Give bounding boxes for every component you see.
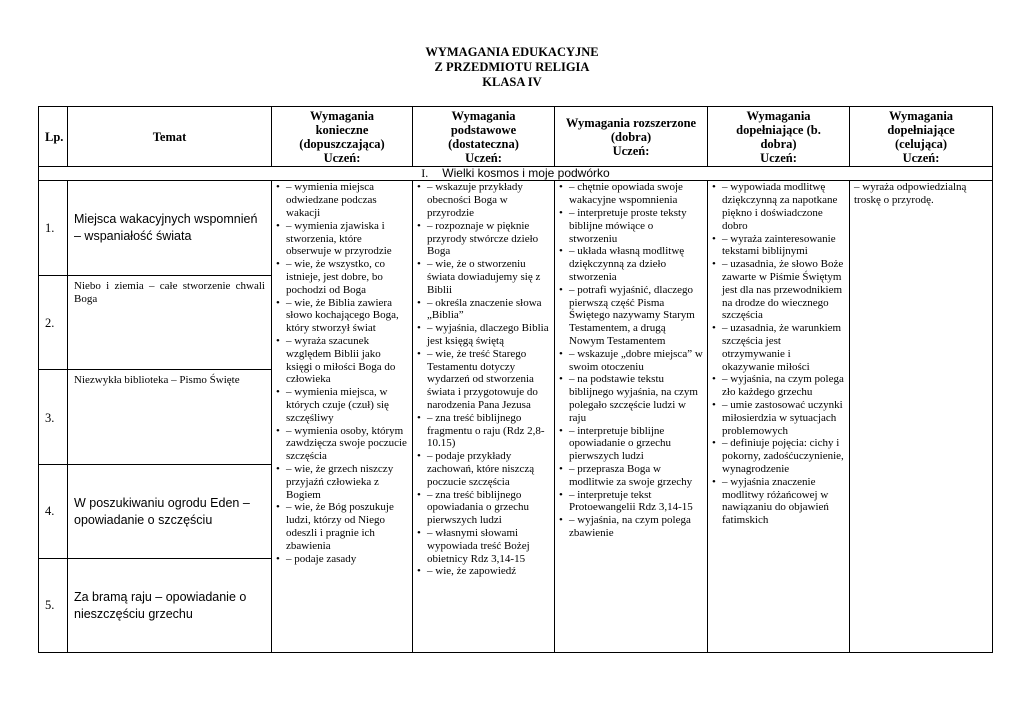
list-item: • – zna treść biblijnego fragmentu o raju (Rdz 2,8-10.15): [417, 412, 550, 450]
list-item: • – wie, że zapowiedź: [417, 565, 550, 578]
list-item: • – własnymi słowami wypowiada treść Bożej obietnicy Rdz 3,14-15: [417, 527, 550, 565]
list-item: • – układa własną modlitwę dziękczynną za dzieło stworzenia: [559, 245, 703, 283]
cell-celujaca: [850, 181, 993, 653]
list-item: • – wymienia osoby, którym zawdzięcza swoje poczucie szczęścia: [276, 425, 408, 463]
doc-title-line2: Z PRZEDMIOTU RELIGIA: [434, 60, 590, 74]
list-item: • – wskazuje przykłady obecności Boga w przyrodzie: [417, 181, 550, 219]
list-item: • – wyjaśnia znaczenie modlitwy różańcowej w nawiązaniu do objawień fatimskich: [712, 476, 845, 527]
list-item: • – definiuje pojęcia: cichy i pokorny, zadośćuczynienie, wynagrodzenie: [712, 437, 845, 475]
list-item: • – rozpoznaje w pięknie przyrody stwórcze dzieło Boga: [417, 220, 550, 258]
cell-konieczne: [272, 181, 413, 653]
topic-title: Miejsca wakacyjnych wspomnień – wspaniałość świata: [68, 181, 272, 276]
header-dopelniajace-bdb: Wymagania dopełniające (b. dobra) Uczeń:: [708, 107, 850, 167]
header-rozszerzone: Wymagania rozszerzone (dobra) Uczeń:: [555, 107, 708, 167]
section-heading: [39, 167, 993, 181]
list-item: • – wskazuje „dobre miejsca” w swoim otoczeniu: [559, 348, 703, 374]
doc-title-line3: KLASA IV: [482, 75, 542, 89]
list-item: • – zna treść biblijnego opowiadania o grzechu pierwszych ludzi: [417, 489, 550, 527]
list-item: • – wyraża szacunek względem Biblii jako księgi o miłości Boga do człowieka: [276, 335, 408, 386]
list-item: • – chętnie opowiada swoje wakacyjne wspomnienia: [559, 181, 703, 207]
list-item: • – wymienia zjawiska i stworzenia, które obserwuje w przyrodzie: [276, 220, 408, 258]
list-item: • – wie, że grzech niszczy przyjaźń człowieka z Bogiem: [276, 463, 408, 501]
list-item: • – wyjaśnia, na czym polega zło każdego grzechu: [712, 373, 845, 399]
row-lp: 4.: [39, 464, 68, 559]
list-item: • – podaje przykłady zachowań, które niszczą poczucie szczęścia: [417, 450, 550, 488]
header-podstawowe: Wymagania podstawowe (dostateczna) Uczeń:: [413, 107, 555, 167]
list-item: • – na podstawie tekstu biblijnego wyjaśnia, na czym polegało szczęście ludzi w raju: [559, 373, 703, 424]
list-item: • – interpretuje tekst Protoewangelii Rdz 3,14-15: [559, 489, 703, 515]
list-item: • – wyraża zainteresowanie tekstami biblijnymi: [712, 233, 845, 259]
list-item: • – wymienia miejsca odwiedzane podczas wakacji: [276, 181, 408, 219]
header-celujaca: Wymagania dopełniające (celująca) Uczeń:: [850, 107, 993, 167]
list-item: • – uzasadnia, że warunkiem szczęścia jest otrzymywanie i okazywanie miłości: [712, 322, 845, 373]
row-lp: 3.: [39, 370, 68, 465]
section-row: [39, 167, 993, 181]
cell-podstawowe: [413, 181, 555, 653]
celujaca-text: – wyraża odpowiedzialną troskę o przyrodę.: [854, 181, 967, 207]
list-item: • – interpretuje biblijne opowiadanie o grzechu pierwszych ludzi: [559, 425, 703, 463]
cell-rozszerzone: [555, 181, 708, 653]
requirements-table: [38, 106, 993, 653]
section-number: I.: [421, 166, 429, 181]
list-item: • – wie, że Bóg poszukuje ludzi, którzy od Niego odeszli i pragnie ich zbawienia: [276, 501, 408, 552]
header-lp: Lp.: [39, 107, 68, 167]
topic-title: Niebo i ziemia – całe stworzenie chwali Boga: [68, 275, 272, 370]
list-item: • – wymienia miejsca, w których czuje (czuł) się szczęśliwy: [276, 386, 408, 424]
list-item: • – potrafi wyjaśnić, dlaczego pierwszą część Pisma Świętego nazywamy Starym Testamentem, a drugą Nowym Testamentem: [559, 284, 703, 348]
section-name: Wielki kosmos i moje podwórko: [442, 166, 610, 181]
list-item: • – uzasadnia, że słowo Boże zawarte w Piśmie Świętym jest dla nas przewodnikiem na drodze do wiecznego szczęścia: [712, 258, 845, 322]
topic-title: Za bramą raju – opowiadanie o nieszczęściu grzechu: [68, 559, 272, 653]
row-lp: 2.: [39, 275, 68, 370]
header-konieczne: Wymagania konieczne (dopuszczająca) Uczeń:: [272, 107, 413, 167]
list-item: • – interpretuje proste teksty biblijne mówiące o stworzeniu: [559, 207, 703, 245]
header-temat: Temat: [68, 107, 272, 167]
list-item: • – wie, że wszystko, co istnieje, jest dobre, bo pochodzi od Boga: [276, 258, 408, 296]
list-item: • – wypowiada modlitwę dziękczynną za napotkane piękno i doświadczone dobro: [712, 181, 845, 232]
list-item: • – wie, że treść Starego Testamentu dotyczy wydarzeń od stworzenia świata i przygotowuje do narodzenia Pana Jezusa: [417, 348, 550, 412]
table-row: [39, 181, 993, 276]
row-lp: 5.: [39, 559, 68, 653]
list-item: • – przeprasza Boga w modlitwie za swoje grzechy: [559, 463, 703, 489]
doc-title-line1: WYMAGANIA EDUKACYJNE: [425, 45, 599, 59]
cell-dopelniajace-bdb: [708, 181, 850, 653]
list-item: • – umie zastosować uczynki miłosierdzia w sytuacjach problemowych: [712, 399, 845, 437]
list-item: • – wyjaśnia, na czym polega zbawienie: [559, 514, 703, 540]
list-item: • – określa znaczenie słowa „Biblia”: [417, 297, 550, 323]
topic-title: W poszukiwaniu ogrodu Eden – opowiadanie o szczęściu: [68, 464, 272, 559]
topic-title: Niezwykła biblioteka – Pismo Święte: [68, 370, 272, 465]
list-item: • – wie, że Biblia zawiera słowo kochającego Boga, który stworzył świat: [276, 297, 408, 335]
list-item: • – wie, że o stworzeniu świata dowiadujemy się z Biblii: [417, 258, 550, 296]
list-item: • – wyjaśnia, dlaczego Biblia jest księgą świętą: [417, 322, 550, 348]
list-item: • – podaje zasady: [276, 553, 408, 566]
header-row: [39, 107, 993, 167]
row-lp: 1.: [39, 181, 68, 276]
